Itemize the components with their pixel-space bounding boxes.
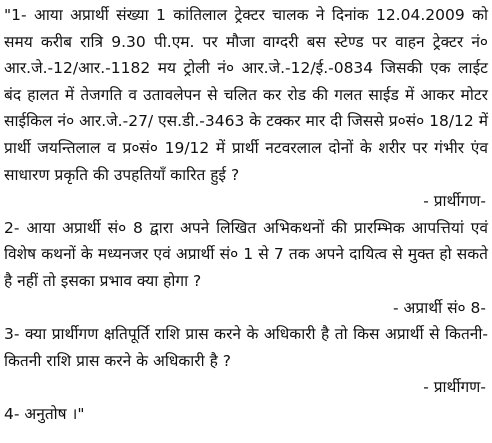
issue-2-text: 2- आया अप्रार्थी सं० 8 द्वारा अपने लिखित अभिकथनों की प्रारम्भिक आपत्तियां एवं विशेष कथनों के मध्यनजर एवं अप्रार्थी सं० 1 से 7 तक अपने दायित्व से मुक्त हो सकते है नहीं तो इसका प्रभाव क्या होगा ? <box>4 218 488 290</box>
issue-2-onus: - अप्रार्थी सं० 8- <box>393 298 486 317</box>
issue-3-onus: - प्रार्थीगण- <box>423 378 486 397</box>
issue-3-text: 3- क्या प्रार्थीगण क्षतिपूर्ति राशि प्रास करने के अधिकारी है तो किस अप्रार्थी से कितनी-कितनी राशि प्रास करने के अधिकारी है ? <box>4 325 488 370</box>
document-body <box>4 2 488 428</box>
issue-1-onus: - प्रार्थीगण- <box>423 192 486 211</box>
issue-4-text: 4- अनुतोष ।" <box>4 404 85 423</box>
issue-1-text: "1- आया अप्रार्थी संख्या 1 कांतिलाल ट्रेक्टर चालक ने दिनांक 12.04.2009 को समय करीब रात्रि 9.30 पी.एम. पर मौजा वाग्दरी बस स्टेण्ड पर वाहन ट्रेक्टर नं० आर.जे.-12/आर.-1182 मय ट्रोली नं० आर.जे.-12/ई.-0834 जिसकी एक लाईट बंद हालत में तेजगति व उतावलेपन से चलित कर रोड की गलत साईड में आकर मोटर साईकिल नं० आर.जे.-27/ एस.डी.-3463 के टक्कर मार दी जिससे प्र०सं० 18/12 में प्रार्थी जयन्तिलाल व प्र०सं० 19/12 में प्रार्थी नटवरलाल दोनों के शरीर पर गंभीर एंव साधारण प्रकृति की उपहतियाँ कारित हुई ? <box>4 6 488 184</box>
